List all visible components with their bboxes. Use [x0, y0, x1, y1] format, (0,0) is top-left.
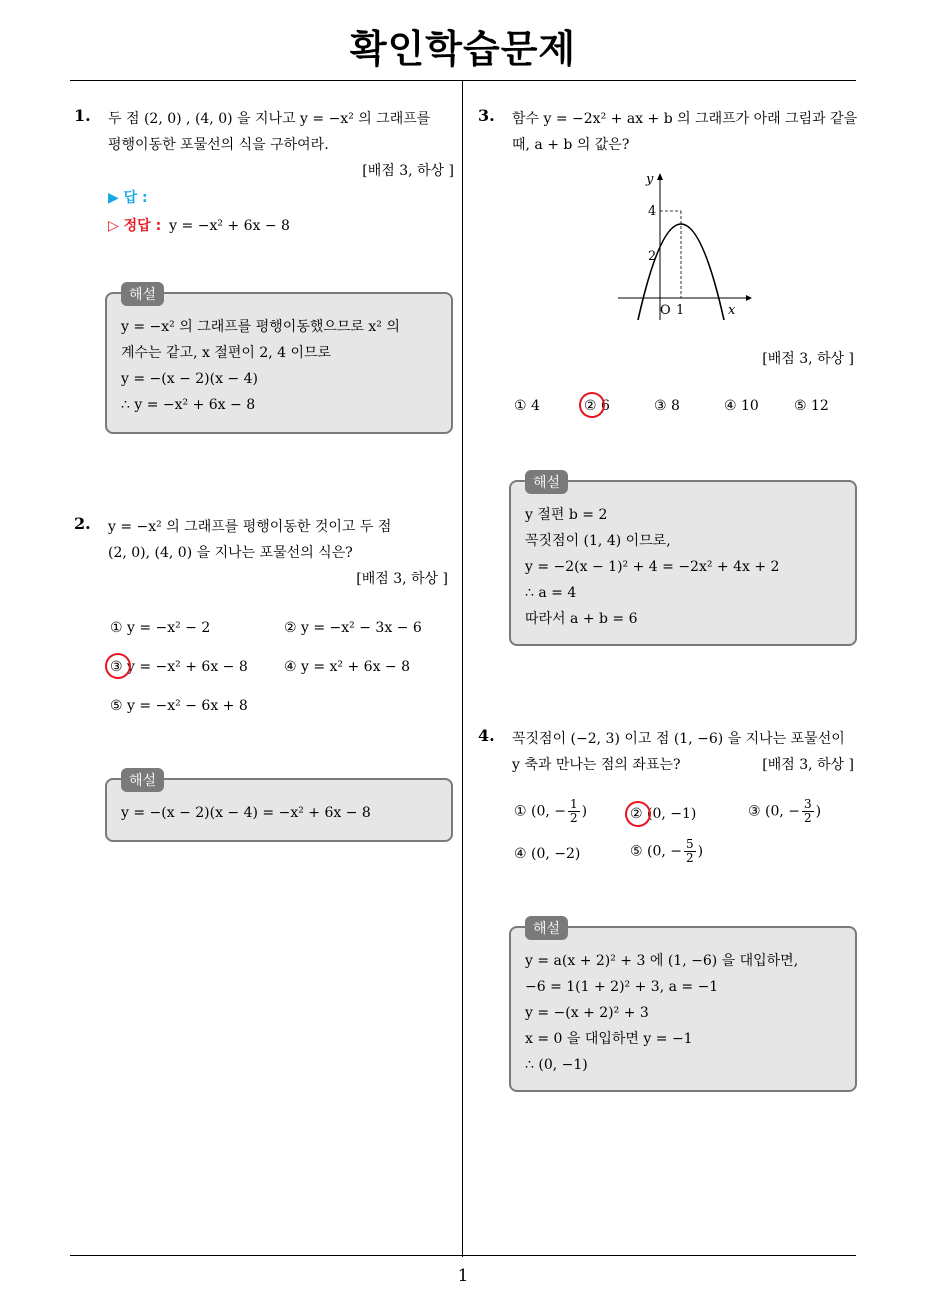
choice-text: )	[697, 843, 704, 860]
choice-text: ① (0, −	[514, 803, 567, 820]
y-axis-label: y	[646, 172, 654, 187]
choice-3[interactable]: ③ 8	[654, 398, 680, 414]
explanation-box-2	[105, 773, 453, 842]
question-4	[478, 726, 858, 778]
choice-2[interactable]: ② y = −x² − 3x − 6	[284, 620, 422, 636]
question-2	[74, 514, 454, 588]
choices-3	[514, 396, 854, 426]
explanation-line: ∴ y = −x² + 6x − 8	[121, 397, 256, 413]
explanation-tag: 해설	[121, 768, 164, 792]
choice-text: )	[581, 803, 588, 820]
choice-5[interactable]: ⑤ y = −x² − 6x + 8	[110, 698, 248, 714]
question-number: 1.	[74, 106, 91, 125]
choice-1[interactable]: ① y = −x² − 2	[110, 620, 211, 636]
fraction-denominator: 2	[570, 811, 578, 825]
choice-5[interactable]: ⑤ 12	[794, 398, 829, 414]
question-line: 평행이동한 포물선의 식을 구하여라.	[108, 137, 329, 153]
fraction-numerator: 1	[570, 797, 578, 811]
explanation-line: 계수는 같고, x 절편이 2, 4 이므로	[121, 345, 332, 361]
question-line: 두 점 (2, 0) , (4, 0) 을 지나고 y = −x² 의 그래프를	[108, 111, 431, 127]
question-line: 꼭짓점이 (−2, 3) 이고 점 (1, −6) 을 지나는 포물선이	[512, 731, 845, 747]
choice-1[interactable]	[514, 798, 587, 825]
choice-2[interactable]: ② 6	[584, 398, 610, 414]
explanation-line: y = −(x + 2)² + 3	[525, 1005, 649, 1021]
fraction-denominator: 2	[804, 811, 812, 825]
explanation-line: y 절편 b = 2	[525, 507, 608, 523]
x-axis-arrow	[746, 295, 752, 301]
question-line: 때, a + b 의 값은?	[512, 137, 630, 153]
column-divider	[462, 81, 463, 1257]
correct-answer-label: ▷ 정답 :	[108, 218, 162, 234]
choice-text: )	[815, 803, 822, 820]
explanation-line: y = −x² 의 그래프를 평행이동했으므로 x² 의	[121, 319, 400, 335]
explanation-line: y = −2(x − 1)² + 4 = −2x² + 4x + 2	[525, 559, 780, 575]
question-line: (2, 0), (4, 0) 을 지나는 포물선의 식은?	[108, 545, 353, 561]
choice-1[interactable]: ① 4	[514, 398, 540, 414]
score-label: [배점 3, 하상 ]	[762, 757, 854, 773]
explanation-line: ∴ a = 4	[525, 585, 577, 601]
choice-4[interactable]: ④ 10	[724, 398, 759, 414]
question-line: y 축과 만나는 점의 좌표는?	[512, 757, 681, 773]
explanation-line: y = a(x + 2)² + 3 에 (1, −6) 을 대입하면,	[525, 953, 799, 969]
answer-circle-mark	[575, 388, 608, 421]
x-tick-1: 1	[676, 303, 685, 318]
correct-answer-row	[108, 212, 454, 240]
choices-4	[514, 798, 854, 878]
question-text	[512, 726, 858, 778]
question-line: 함수 y = −2x² + ax + b 의 그래프가 아래 그림과 같을	[512, 111, 858, 127]
explanation-tag: 해설	[121, 282, 164, 306]
choice-4[interactable]: ④ (0, −2)	[514, 846, 581, 862]
choice-3[interactable]: ③ y = −x² + 6x − 8	[110, 659, 248, 675]
choice-text: ③ (0, −	[748, 803, 801, 820]
y-tick-4: 4	[648, 204, 657, 219]
question-number: 4.	[478, 726, 495, 745]
question-number: 2.	[74, 514, 91, 533]
explanation-box-3	[509, 475, 857, 646]
explanation-line: −6 = 1(1 + 2)² + 3, a = −1	[525, 979, 719, 995]
page-title: 확인학습문제	[349, 27, 577, 71]
explanation-line: y = −(x − 2)(x − 4) = −x² + 6x − 8	[121, 805, 371, 821]
fraction-numerator: 3	[804, 797, 812, 811]
answer-circle-mark	[101, 649, 134, 682]
fraction-numerator: 5	[686, 837, 694, 851]
parabola-graph	[612, 168, 752, 328]
choices-2	[110, 618, 450, 728]
answer-row	[108, 184, 454, 212]
question-line: y = −x² 의 그래프를 평행이동한 것이고 두 점	[108, 519, 392, 535]
y-tick-2: 2	[648, 249, 657, 264]
score-label: [배점 3, 하상 ]	[356, 571, 448, 587]
correct-answer-value: y = −x² + 6x − 8	[169, 218, 290, 234]
page-number: 1	[457, 1266, 469, 1286]
question-text	[108, 514, 454, 566]
explanation-line: ∴ (0, −1)	[525, 1057, 588, 1073]
fraction-denominator: 2	[686, 851, 694, 865]
score-label: [배점 3, 하상 ]	[362, 163, 454, 179]
explanation-tag: 해설	[525, 916, 568, 940]
y-axis-arrow	[657, 173, 663, 180]
score-label-3: [배점 3, 하상 ]	[762, 351, 854, 367]
explanation-line: 꼭짓점이 (1, 4) 이므로,	[525, 533, 671, 549]
question-text	[108, 106, 454, 158]
fraction	[802, 798, 814, 825]
fraction	[568, 798, 580, 825]
question-number: 3.	[478, 106, 495, 125]
choice-4[interactable]: ④ y = x² + 6x − 8	[284, 659, 411, 675]
answer-label: ▶ 답 :	[108, 190, 148, 206]
choice-3[interactable]	[748, 798, 821, 825]
bottom-rule	[70, 1255, 856, 1256]
fraction	[684, 838, 696, 865]
explanation-line: y = −(x − 2)(x − 4)	[121, 371, 258, 387]
top-rule	[70, 80, 856, 81]
question-1	[74, 106, 454, 240]
x-axis-label: x	[728, 303, 736, 318]
answer-circle-mark	[621, 797, 654, 830]
explanation-tag: 해설	[525, 470, 568, 494]
explanation-box-1	[105, 287, 453, 434]
choice-5[interactable]	[630, 838, 703, 865]
question-text	[512, 106, 858, 158]
choice-2[interactable]: ② (0, −1)	[630, 806, 697, 822]
choice-text: ⑤ (0, −	[630, 843, 683, 860]
explanation-line: x = 0 을 대입하면 y = −1	[525, 1031, 693, 1047]
explanation-line: 따라서 a + b = 6	[525, 611, 638, 627]
origin-label: O	[660, 303, 671, 318]
explanation-box-4	[509, 921, 857, 1092]
question-3	[478, 106, 858, 158]
